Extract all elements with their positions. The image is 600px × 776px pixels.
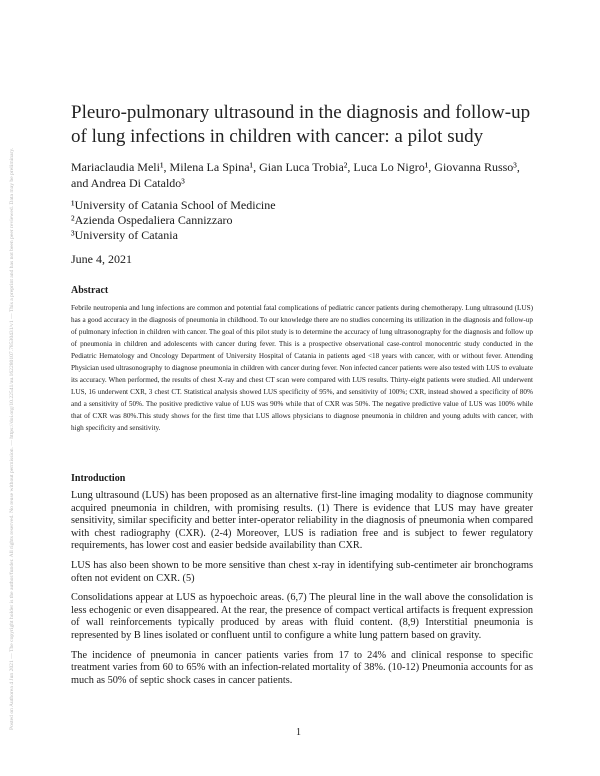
- body-paragraph-3: Consolidations appear at LUS as hypoechoic areas. (6,7) The pleural line in the wall above the consolidation is less echogenic or even disappeared. At the rear, the presence of compact vertical artifacts is frequent expression of wall reinforcements typically produced by areas with fluid content. (8,9) Interstitial pneumonia is represented by B lines isolated or confluent until to configure a white lung pattern based on gravity.: [71, 592, 533, 641]
- abstract-text: Febrile neutropenia and lung infections are common and potential fatal complications of pediatric cancer patients during chemotherapy. Lung ultrasound (LUS) has a good accuracy in the diagnosis of pneumonia in childhood. To our knowledge there are no studies concerning its utilization in the diagnosis and follow-up of pulmonary infection in children with cancer. The goal of this pilot study is to determine the accuracy of lung ultrasonography for the diagnosis and follow up of pneumonia in children and adolescents with cancer during fever. This is a prospective observational case-control monocentric study conducted in the Pediatric Hematology and Oncology Department of University Hospital of Catania in patients aged <18 years with cancer, with or without fever. Attending Physician used ultrasonography to diagnose pneumonia in children with cancer during fever. Non infected cancer patients were also tested with LUS to evaluate its accuracy. When performed, the results of chest X-ray and chest CT scan were compared with LUS results. Thirty-eight patients were studied. All underwent LUS, 16 underwent CXR, 3 chest CT. Statistical analysis showed LUS specificity of 95%, and sensitivity of 100%; CXR, instead showed a specificity of 80% and a sensitivity of 50%. The positive predictive value of LUS was 90% while that of CXR was 50%. The negative predictive value of LUS was 100% while that of CXR was 80%.This study shows for the first time that LUS allows physicians to diagnose pneumonia in children and young adults with cancer, with high specificity and sensitivity.: [71, 304, 533, 432]
- abstract-heading: Abstract: [71, 285, 109, 296]
- body-paragraph-2: LUS has also been shown to be more sensitive than chest x-ray in identifying sub-centimeter air bronchograms often not evident on CXR. (5): [71, 559, 533, 584]
- paper-title: Pleuro-pulmonary ultrasound in the diagnosis and follow-up of lung infections in children with cancer: a pilot sudy: [71, 102, 531, 147]
- side-watermark: Posted on Authorea 4 Jun 2021 — The copyright holder is the author/funder. All rights reserved. No reuse without permission. — https://doi.org/10.22541/au.162280107.78530431/v1 — This a preprint and has not been peer reviewed. Data may be preliminary.: [9, 147, 15, 730]
- page-number: 1: [296, 727, 301, 738]
- body-paragraph-1: Lung ultrasound (LUS) has been proposed as an alternative first-line imaging modality to diagnose community acquired pneumonia in children, with promising results. (1) There is evidence that LUS may have greater sensitivity, similar specificity and better inter-operator reliability in the diagnosis of pneumonia when compared with chest radiography (CXR). (2-4) Moreover, LUS is radiation free and is subject to fewer regulatory requirements, has lower cost and easier bedside availability than CXR.: [71, 490, 533, 552]
- affiliation-3: ³University of Catania: [71, 228, 178, 242]
- body-paragraph-4: The incidence of pneumonia in cancer patients varies from 17 to 24% and clinical response to specific treatment varies from 60 to 65% with an infection-related mortality of 38%. (10-12) Pneumonia accounts for as much as 50% of septic shock cases in cancer patients.: [71, 649, 533, 686]
- introduction-body: [71, 490, 533, 694]
- affiliations: [71, 198, 276, 243]
- introduction-heading: Introduction: [71, 473, 126, 484]
- affiliation-1: ¹University of Catania School of Medicine: [71, 198, 276, 212]
- author-list: Mariaclaudia Meli¹, Milena La Spina¹, Gian Luca Trobia², Luca Lo Nigro¹, Giovanna Russo³, and Andrea Di Cataldo³: [71, 160, 520, 190]
- publication-date: June 4, 2021: [71, 252, 132, 266]
- affiliation-2: ²Azienda Ospedaliera Cannizzaro: [71, 213, 233, 227]
